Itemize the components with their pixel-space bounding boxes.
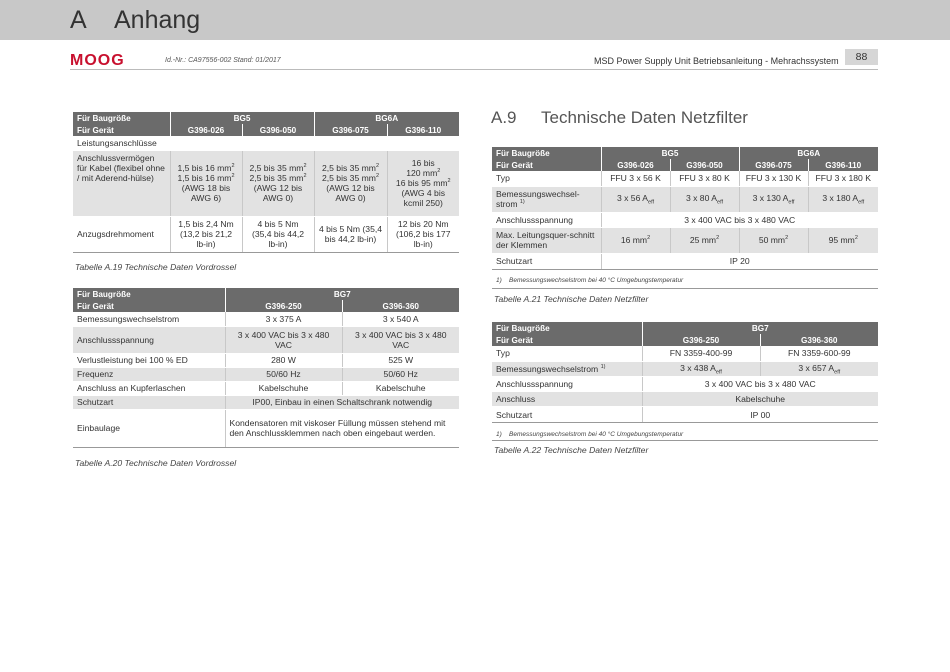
row-label: Anschlussvermögen für Kabel (flexibel ohne / mit Aderend-hülse) (73, 150, 170, 216)
table-cell: IP00, Einbau in einen Schaltschrank notwendig (225, 395, 459, 409)
header-cell: G396-250 (225, 300, 342, 312)
table-cell: 280 W (225, 353, 342, 367)
table-cell: 50/60 Hz (342, 367, 459, 381)
header-cell: G396-050 (670, 159, 739, 171)
header-cell: G396-026 (170, 124, 242, 136)
table-cell: 4 bis 5 Nm (35,4 bis 44,2 lb-in) (314, 216, 387, 252)
row-label: Anschluss (492, 392, 642, 407)
table-cell: Kabelschuhe (642, 392, 878, 407)
table-cell: 3 x 400 VAC bis 3 x 480 VAC (342, 326, 459, 353)
table-a20 (73, 288, 459, 448)
table-cell: 2,5 bis 35 $mm^2$ 2,5 bis 35 $mm^2$ (AWG 12 bis AWG 0) (314, 150, 387, 216)
row-label: Schutzart (492, 253, 601, 269)
table-cell: 3 x 130 $A_{eff}$ (739, 186, 808, 212)
table-cell: FFU 3 x 180 K (808, 171, 878, 186)
header-cell: Für Gerät (73, 124, 170, 136)
row-label: Bemessungswechselstrom $^{1)}$ (492, 361, 642, 377)
header-cell: G396-075 (739, 159, 808, 171)
row-label: Anschluss an Kupferlaschen (73, 381, 225, 395)
table-cell: 3 x 400 VAC bis 3 x 480 VAC (225, 326, 342, 353)
table-caption: Tabelle A.21 Technische Daten Netzfilter (494, 294, 649, 304)
table-cell: 3 x 400 VAC bis 3 x 480 VAC (642, 377, 878, 392)
section-label: Leistungsanschlüsse (73, 136, 459, 150)
table-cell: IP 20 (601, 253, 878, 269)
chapter-title: Anhang (114, 6, 201, 34)
footnote-divider (492, 440, 878, 441)
header-cell: BG5 (601, 147, 739, 159)
table-cell: FFU 3 x 56 K (601, 171, 670, 186)
table-caption: Tabelle A.22 Technische Daten Netzfilter (494, 445, 649, 455)
row-label: Typ (492, 346, 642, 361)
header-cell: G396-360 (342, 300, 459, 312)
table-cell: 1,5 bis 2,4 Nm (13,2 bis 21,2 lb-in) (170, 216, 242, 252)
row-label: Anschlussspannung (73, 326, 225, 353)
row-label: Schutzart (73, 395, 225, 409)
table-cell: Kondensatoren mit viskoser Füllung müssen stehend mit den Anschlussklemmen nach oben eingebaut werden. (225, 409, 459, 447)
header-cell: G396-360 (760, 334, 878, 346)
row-label: Frequenz (73, 367, 225, 381)
table-cell: 1,5 bis 16 $mm^2$ 1,5 bis 16 $mm^2$ (AWG 18 bis AWG 6) (170, 150, 242, 216)
footnote: 1) Bemessungswechselstrom bei 40 °C Umgebungstemperatur (496, 277, 684, 284)
header-cell: G396-075 (314, 124, 387, 136)
table-cell: 12 bis 20 Nm (106,2 bis 177 lb-in) (387, 216, 459, 252)
header-cell: Für Gerät (73, 300, 225, 312)
row-label: Anschlussspannung (492, 212, 601, 227)
doc-id: Id.-Nr.: CA97556-002 Stand: 01/2017 (165, 57, 281, 64)
section-heading (491, 108, 748, 128)
table-cell: 16 bis 120 $mm^2$ 16 bis 95 $mm^2$ (AWG 4 bis kcmil 250) (387, 150, 459, 216)
row-label: Max. Leitungsquer-schnitt der Klemmen (492, 227, 601, 253)
table-cell: 50 $mm^2$ (739, 227, 808, 253)
table-cell: 25 $mm^2$ (670, 227, 739, 253)
page-number: 88 (845, 49, 878, 65)
table-cell: 3 x 400 VAC bis 3 x 480 VAC (601, 212, 878, 227)
table-caption: Tabelle A.20 Technische Daten Vordrossel (75, 458, 237, 468)
header-cell: G396-050 (242, 124, 314, 136)
table-a22 (492, 322, 878, 423)
table-cell: FFU 3 x 130 K (739, 171, 808, 186)
table-cell: Kabelschuhe (225, 381, 342, 395)
row-label: Typ (492, 171, 601, 186)
table-cell: 3 x 80 $A_{eff}$ (670, 186, 739, 212)
section-number: A.9 (491, 108, 517, 127)
header-cell: G396-110 (808, 159, 878, 171)
table-caption: Tabelle A.19 Technische Daten Vordrossel (75, 262, 237, 272)
footnote-divider (492, 288, 878, 289)
chapter-letter: A (70, 6, 87, 34)
header-cell: G396-026 (601, 159, 670, 171)
table-cell: FFU 3 x 80 K (670, 171, 739, 186)
row-label: Schutzart (492, 407, 642, 423)
header-cell: G396-110 (387, 124, 459, 136)
header-cell: Für Baugröße (73, 288, 225, 300)
table-cell: Kabelschuhe (342, 381, 459, 395)
table-cell: 4 bis 5 Nm (35,4 bis 44,2 lb-in) (242, 216, 314, 252)
row-label: Anschlussspannung (492, 377, 642, 392)
header-cell: Für Baugröße (73, 112, 170, 124)
row-label: Bemessungswechselstrom (73, 312, 225, 326)
row-label: Einbaulage (73, 409, 225, 447)
table-cell: 3 x 375 A (225, 312, 342, 326)
header-cell: Für Baugröße (492, 147, 601, 159)
table-cell: 3 x 56 $A_{eff}$ (601, 186, 670, 212)
header-divider (70, 69, 878, 70)
table-cell: 3 x 438 $A_{eff}$ (642, 361, 760, 377)
header-cell: BG5 (170, 112, 314, 124)
header-cell: Für Baugröße (492, 322, 642, 334)
row-label: Bemessungswechsel- strom $^{1)}$ (492, 186, 601, 212)
moog-logo: MOOG (70, 52, 125, 69)
table-cell: IP 00 (642, 407, 878, 423)
table-cell: 16 $mm^2$ (601, 227, 670, 253)
header-cell: BG6A (314, 112, 459, 124)
table-cell: 3 x 180 $A_{eff}$ (808, 186, 878, 212)
header-cell: Für Gerät (492, 159, 601, 171)
header-cell: G396-250 (642, 334, 760, 346)
table-cell: 95 $mm^2$ (808, 227, 878, 253)
row-label: Anzugsdrehmoment (73, 216, 170, 252)
table-a21 (492, 147, 878, 270)
table-cell: 3 x 657 $A_{eff}$ (760, 361, 878, 377)
table-cell: FN 3359-600-99 (760, 346, 878, 361)
table-cell: 3 x 540 A (342, 312, 459, 326)
header-cell: BG7 (225, 288, 459, 300)
footnote: 1) Bemessungswechselstrom bei 40 °C Umgebungstemperatur (496, 431, 684, 438)
header-cell: Für Gerät (492, 334, 642, 346)
table-cell: FN 3359-400-99 (642, 346, 760, 361)
header-cell: BG6A (739, 147, 878, 159)
header-cell: BG7 (642, 322, 878, 334)
table-cell: 2,5 bis 35 $mm^2$ 2,5 bis 35 $mm^2$ (AWG 12 bis AWG 0) (242, 150, 314, 216)
manual-title: MSD Power Supply Unit Betriebsanleitung - Mehrachssystem (594, 56, 839, 66)
table-cell: 525 W (342, 353, 459, 367)
row-label: Verlustleistung bei 100 % ED (73, 353, 225, 367)
table-cell: 50/60 Hz (225, 367, 342, 381)
table-a19 (73, 112, 459, 253)
section-title: Technische Daten Netzfilter (541, 108, 748, 127)
